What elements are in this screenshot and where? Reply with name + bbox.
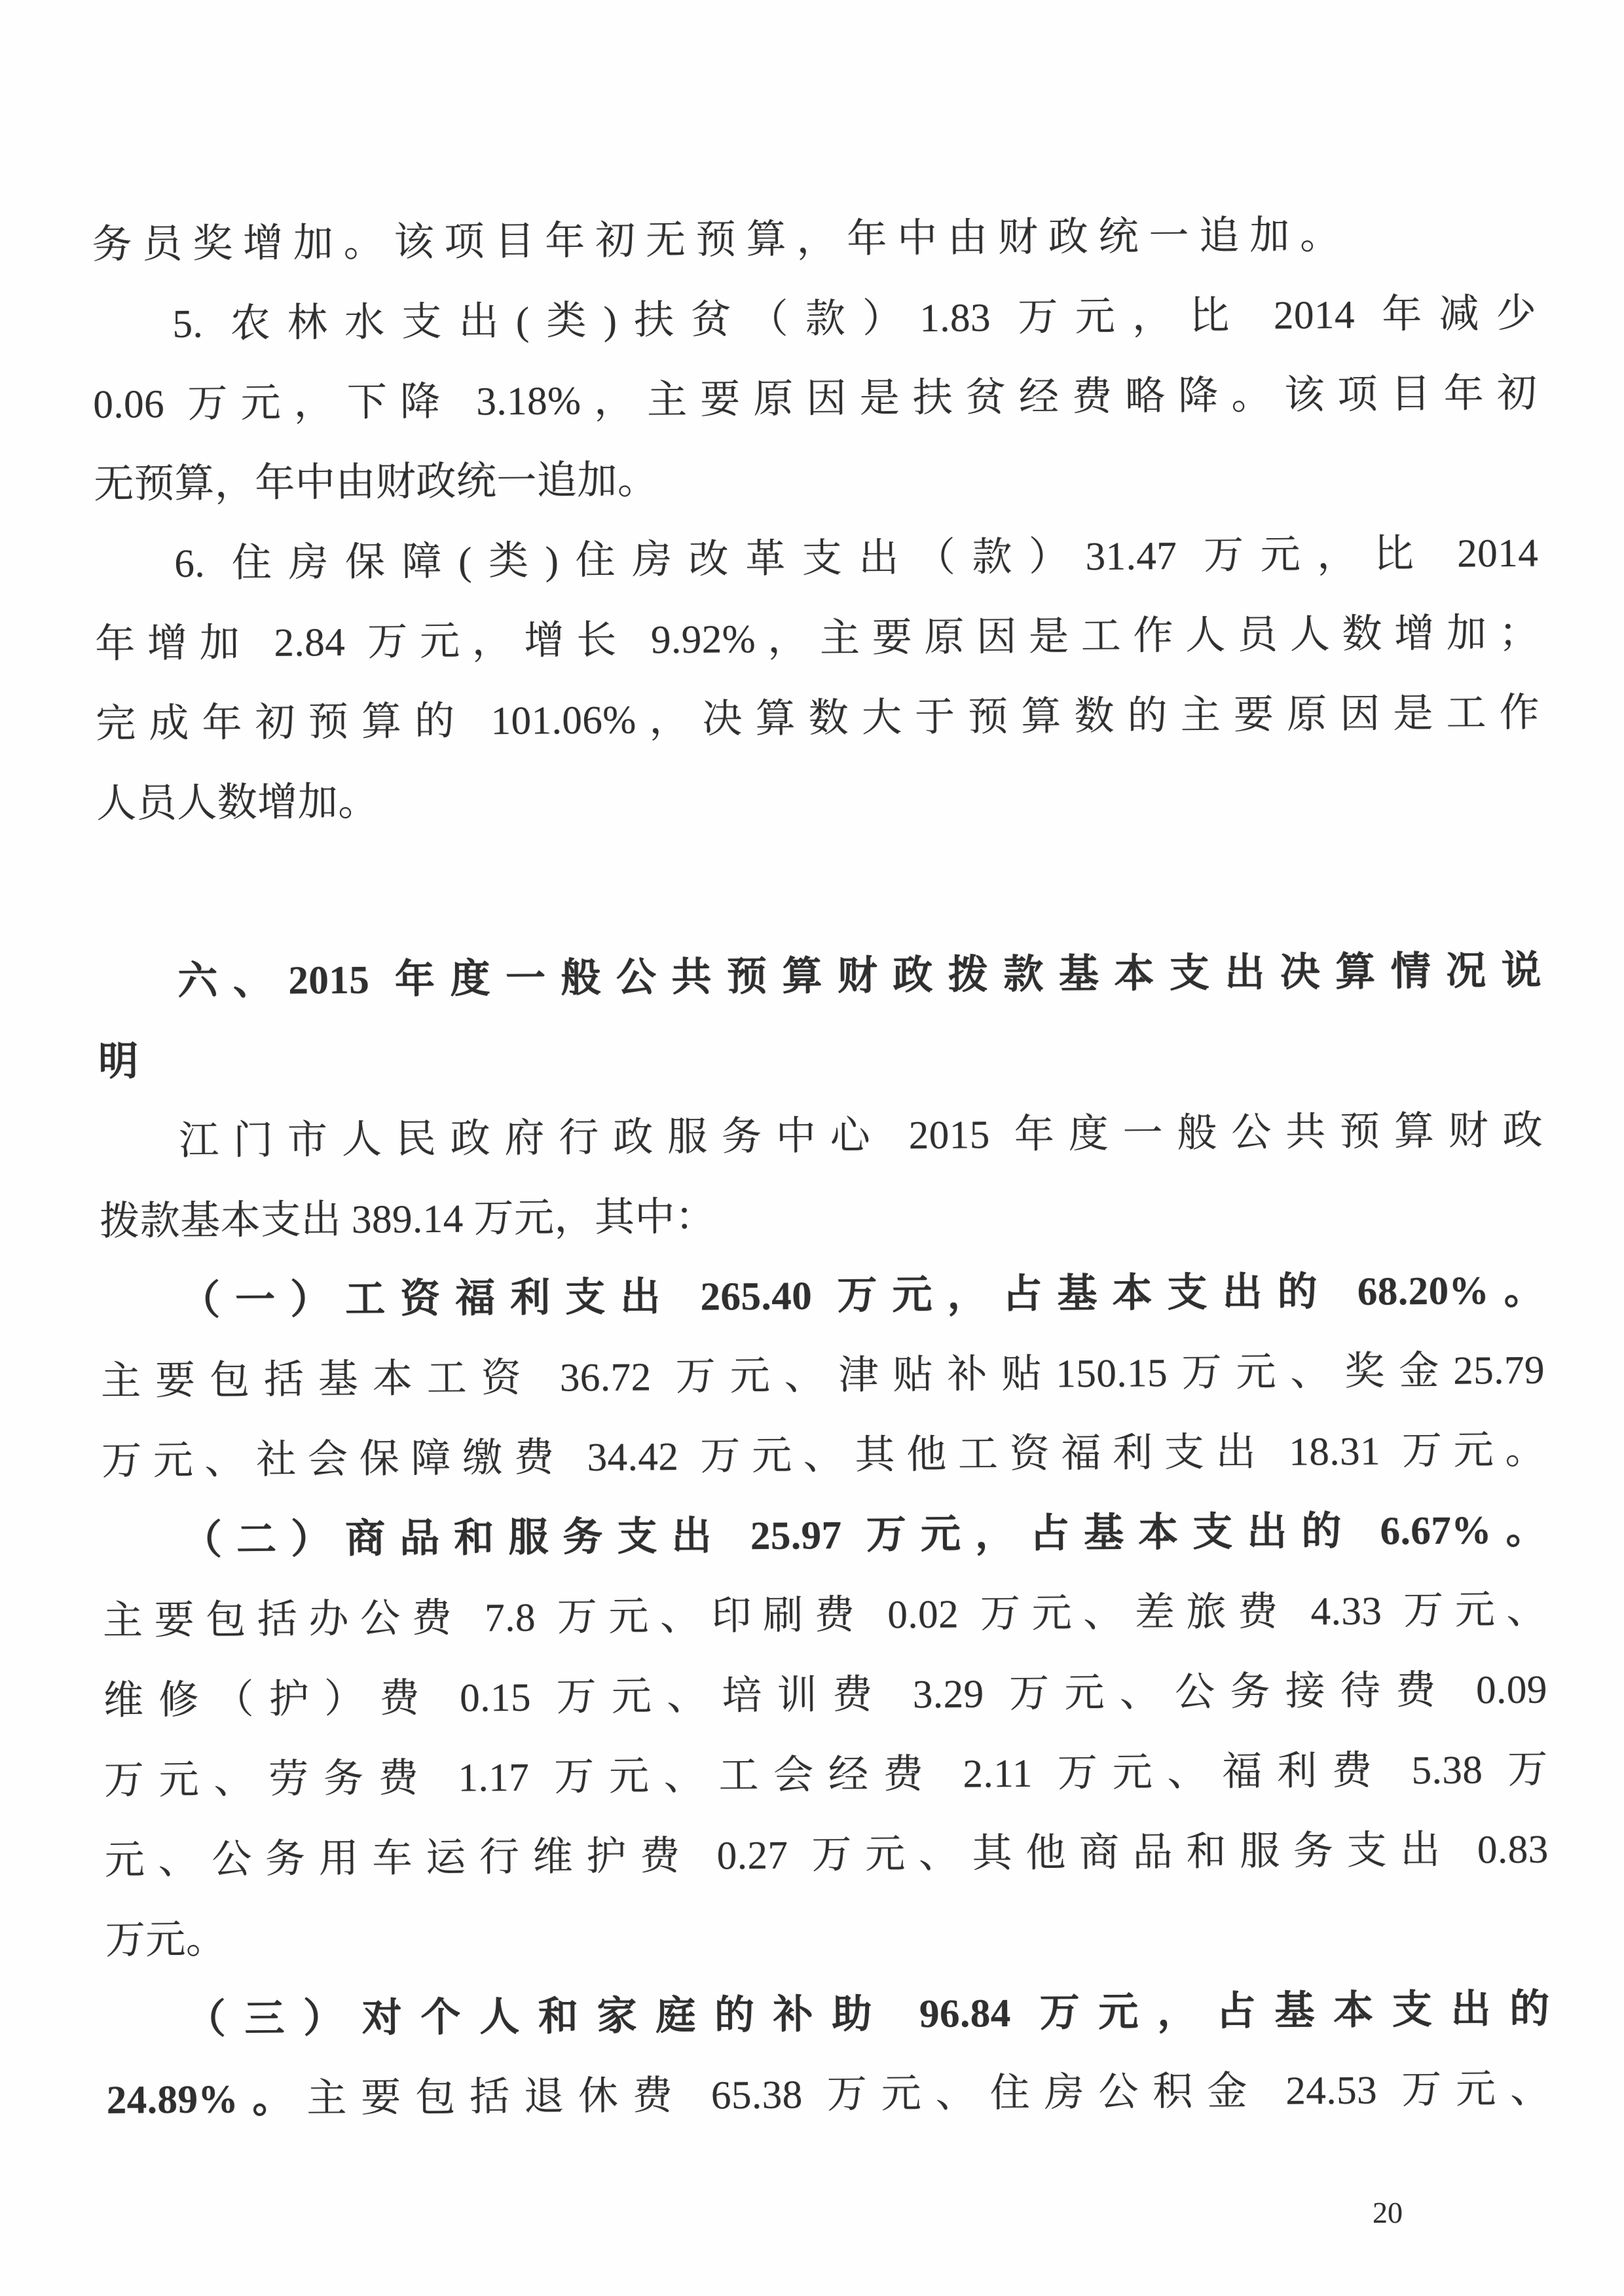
text-segment: 6. 住房保障(类)住房改革支出（款）31.47 万元，比 2014	[174, 531, 1539, 587]
text-line	[96, 754, 1541, 845]
text-segment: 主要包括基本工资 36.72 万元、津贴补贴150.15万元、奖金25.79	[100, 1348, 1545, 1404]
text-line	[101, 1411, 1546, 1502]
text-line	[96, 674, 1540, 765]
text-segment: 元、公务用车运行维护费 0.27 万元、其他商品和服务支出 0.83	[104, 1827, 1549, 1883]
text-line	[105, 1970, 1550, 2061]
document-text	[92, 194, 1551, 2141]
text-segment: 拨款基本支出 389.14 万元，其中：	[99, 1195, 716, 1244]
text-segment: 六、2015 年度一般公共预算财政拨款基本支出决算情况说	[177, 949, 1542, 1004]
text-line	[101, 1331, 1545, 1422]
text-segment: 主要包括办公费 7.8 万元、印刷费 0.02 万元、差旅费 4.33 万元、	[102, 1588, 1547, 1643]
page-number: 20	[1373, 2196, 1403, 2229]
text-segment: 明	[98, 1040, 139, 1084]
text-line	[98, 932, 1542, 1023]
text-segment: 无预算，年中由财政统一追加。	[94, 458, 658, 507]
text-line	[98, 1011, 1543, 1102]
text-line	[94, 434, 1538, 525]
text-line	[103, 1730, 1548, 1821]
text-line	[93, 354, 1538, 445]
text-line	[92, 274, 1537, 365]
text-segment: 万元。	[105, 1918, 227, 1963]
text-line	[95, 594, 1540, 685]
text-line	[103, 1650, 1547, 1741]
text-line	[106, 2050, 1551, 2141]
text-segment: 务员奖增加。该项目年初无预算，年中由财政统一追加。	[92, 213, 1351, 267]
text-line	[100, 1251, 1545, 1342]
text-segment: 年增加 2.84 万元，增长 9.92%，主要原因是工作人员人数增加；	[95, 611, 1540, 666]
text-line	[100, 1171, 1544, 1262]
text-line	[104, 1810, 1549, 1901]
text-line	[105, 1890, 1549, 1981]
text-line	[102, 1491, 1547, 1582]
text-segment: （二）商品和服务支出 25.97 万元，占基本支出的 6.67%。	[181, 1508, 1547, 1563]
text-segment: 5. 农林水支出(类)扶贫（款）1.83 万元，比 2014 年减少	[172, 291, 1537, 347]
text-segment: （三）对个人和家庭的补助 96.84 万元，占基本支出的	[185, 1987, 1550, 2042]
text-segment: 江门市人民政府行政服务中心 2015 年度一般公共预算财政	[178, 1108, 1543, 1163]
text-segment: （一）工资福利支出 265.40 万元，占基本支出的 68.20%。	[179, 1268, 1545, 1323]
text-segment: 维修（护）费 0.15 万元、培训费 3.29 万元、公务接待费 0.09	[103, 1667, 1548, 1723]
text-line	[94, 514, 1539, 605]
text-line	[103, 1571, 1547, 1662]
text-line	[92, 194, 1536, 285]
text-segment: 万元、社会保障缴费 34.42 万元、其他工资福利支出 18.31 万元。	[101, 1428, 1546, 1484]
text-segment: 0.06 万元，下降 3.18%，主要原因是扶贫经费略降。该项目年初	[93, 371, 1538, 427]
text-segment: 人员人数增加。	[96, 780, 378, 826]
text-segment: 万元、劳务费 1.17 万元、工会经费 2.11 万元、福利费 5.38 万	[103, 1747, 1549, 1803]
text-segment: 24.89%。	[106, 2077, 307, 2123]
text-segment: 主要包括退休费 65.38 万元、住房公积金 24.53 万元、	[306, 2067, 1551, 2121]
text-segment: 完成年初预算的 101.06%，决算数大于预算数的主要原因是工作	[95, 691, 1540, 746]
text-line	[99, 1091, 1543, 1182]
